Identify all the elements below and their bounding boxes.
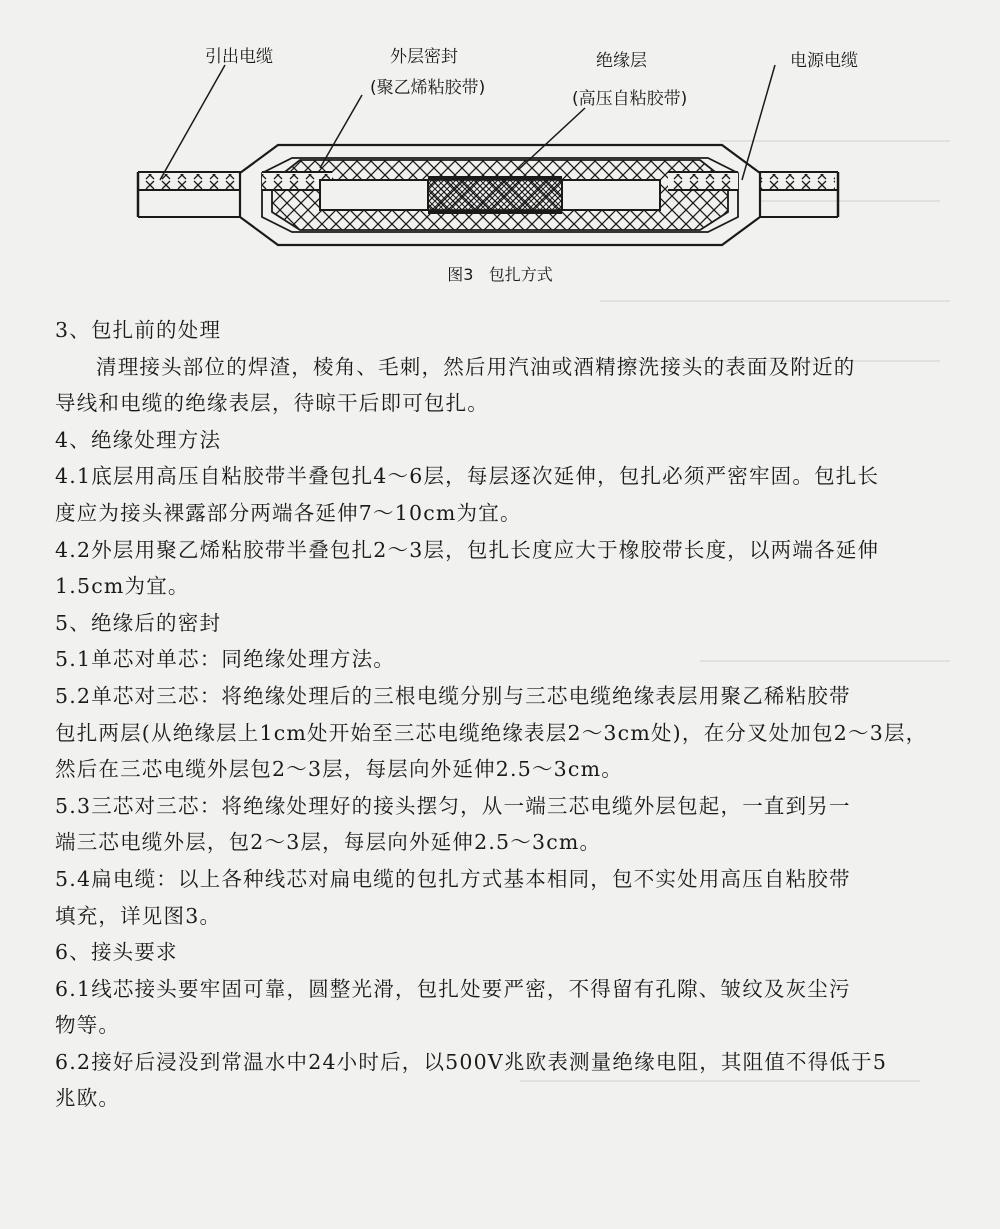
body-line: 填充，详见图3。 bbox=[55, 903, 222, 928]
section-heading: 5、绝缘后的密封 bbox=[55, 610, 222, 635]
document-body bbox=[55, 312, 955, 1117]
body-line: 4.2外层用聚乙烯粘胶带半叠包扎2～3层，包扎长度应大于橡胶带长度，以两端各延伸 bbox=[55, 537, 880, 562]
insulation-label: 绝缘层 bbox=[596, 51, 647, 71]
body-line: 度应为接头裸露部分两端各延伸7～10cm为宜。 bbox=[55, 500, 522, 525]
body-line: 物等。 bbox=[55, 1013, 121, 1038]
lead-cable-label: 引出电缆 bbox=[205, 47, 273, 67]
section-heading: 6、接头要求 bbox=[55, 940, 178, 965]
body-line: 端三芯电缆外层，包2～3层，每层向外延伸2.5～3cm。 bbox=[55, 830, 602, 855]
power-cable-label: 电源电缆 bbox=[790, 51, 858, 71]
body-line: 清理接头部位的焊渣，棱角、毛刺，然后用汽油或酒精擦洗接头的表面及附近的 bbox=[96, 354, 856, 379]
body-line: 5.2单芯对三芯：将绝缘处理后的三根电缆分别与三芯电缆绝缘表层用聚乙稀粘胶带 bbox=[55, 683, 851, 708]
insulation-layer bbox=[262, 160, 738, 230]
section-heading: 3、包扎前的处理 bbox=[55, 318, 222, 342]
wrapping-diagram bbox=[0, 0, 1000, 300]
figure-caption: 图3 包扎方式 bbox=[447, 265, 553, 284]
outer-seal-label: 外层密封 bbox=[390, 47, 458, 67]
body-line: 包扎两层(从绝缘层上1cm处开始至三芯电缆绝缘表层2～3cm处)，在分叉处加包2～3层， bbox=[55, 720, 928, 745]
body-line: 然后在三芯电缆外层包2～3层，每层向外延伸2.5～3cm。 bbox=[55, 757, 623, 782]
body-line: 1.5cm为宜。 bbox=[55, 574, 190, 599]
insulation-material-label: (高压自粘胶带) bbox=[572, 89, 688, 109]
bleed-through-mark bbox=[600, 300, 950, 302]
body-line: 5.3三芯对三芯：将绝缘处理好的接头摆匀，从一端三芯电缆外层包起，一直到另一 bbox=[55, 793, 851, 818]
body-line: 6.1线芯接头要牢固可靠，圆整光滑，包扎处要严密，不得留有孔隙、皱纹及灰尘污 bbox=[55, 976, 851, 1001]
body-line: 兆欧。 bbox=[55, 1086, 121, 1111]
body-line: 5.4扁电缆：以上各种线芯对扁电缆的包扎方式基本相同，包不实处用高压自粘胶带 bbox=[55, 866, 851, 891]
cable-joint-drawing bbox=[0, 0, 1000, 300]
body-line: 5.1单芯对单芯：同绝缘处理方法。 bbox=[55, 647, 396, 672]
body-line: 导线和电缆的绝缘表层，待晾干后即可包扎。 bbox=[55, 391, 489, 416]
body-line: 6.2接好后浸没到常温水中24小时后，以500V兆欧表测量绝缘电阻，其阻值不得低于5 bbox=[55, 1049, 888, 1074]
outer-seal-material-label: (聚乙烯粘胶带) bbox=[370, 78, 486, 98]
section-heading: 4、绝缘处理方法 bbox=[55, 427, 222, 452]
body-line: 4.1底层用高压自粘胶带半叠包扎4～6层，每层逐次延伸，包扎必须严密牢固。包扎长 bbox=[55, 464, 880, 489]
